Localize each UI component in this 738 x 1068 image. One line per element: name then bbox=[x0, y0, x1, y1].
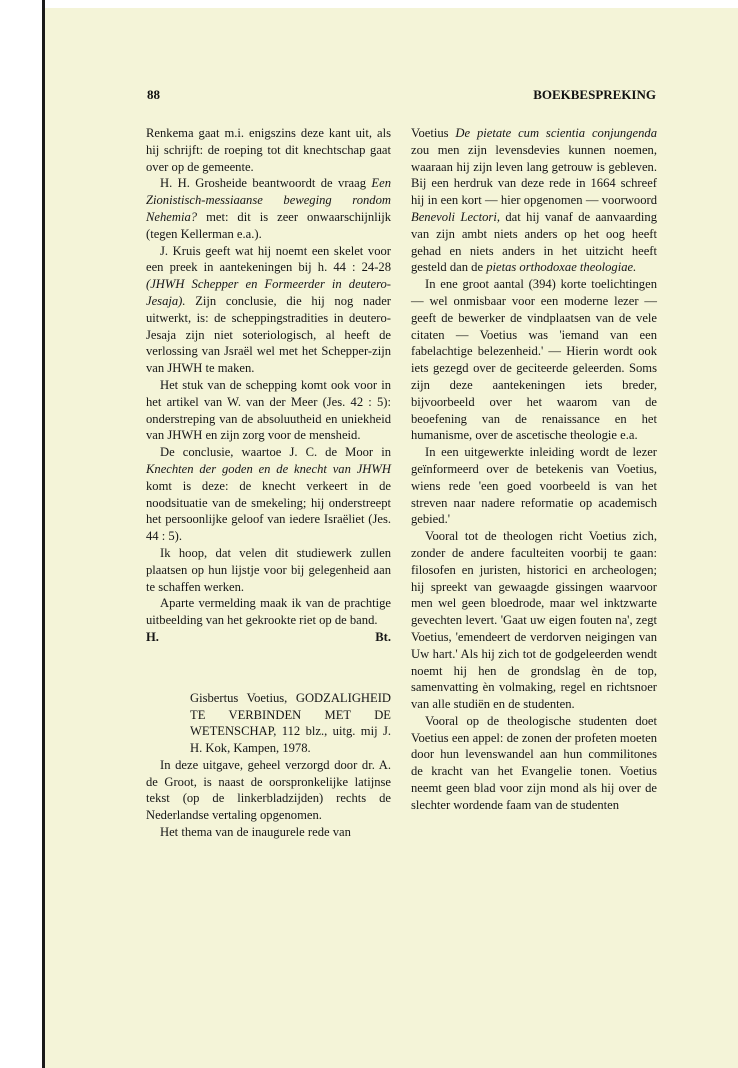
paragraph: Ik hoop, dat velen dit studiewerk zullen plaatsen op hun lijstje voor bij gelegenheid aan te schaffen werken. bbox=[146, 545, 391, 594]
paragraph: Het thema van de inaugurele rede van bbox=[160, 825, 351, 840]
paragraph: J. Kruis geeft wat hij noemt een skelet voor een preek in aantekeningen bij h. 44 : 24-28 (JHWH Schepper en Formeerder in deutero-Jesaja). Zijn conclusie, die hij nog nader uitwerkt, is: de scheppingstradities in deutero-Jesaja zijn niet soteriologisch, al heeft de verlossing van Jsraël wel met het Schepper-zijn van JHWH te maken. bbox=[146, 243, 391, 376]
paragraph: In deze uitgave, geheel verzorgd door dr. A. de Groot, is naast de oorspronkelijke latijnse tekst (op de linkerbladzijden) rechts de Nederlandse vertaling opgenomen. bbox=[146, 757, 391, 823]
paragraph: Het stuk van de schepping komt ook voor in het artikel van W. van der Meer (Jes. 42 : 5): onderstreping van de absoluutheid en uniekheid van JHWH en zijn zorg voor de mensheid. bbox=[146, 377, 391, 443]
scan-margin bbox=[0, 0, 44, 1068]
paragraph: In ene groot aantal (394) korte toelichtingen — wel onmisbaar voor een moderne lezer — geeft de bewerker de vindplaatsen van de vele citaten — Voetius was 'iemand van een fabelachtige belezenheid.' — Hierin wordt ook iets gezegd over de geciteerde geleerden. Soms zijn deze aantekeningen iets breder, bijvoorbeeld over het waarom van de beoefening van de renaissance en het humanisme, over de ascetische theologie e.a. bbox=[411, 277, 657, 443]
paragraph: Vooral op de theologische studenten doet Voetius een appel: de zonen der profeten moeten door hun levenswandel aan hun commilitones de kracht van het Evangelie tonen. Voetius neemt geen blad voor zijn mond als hij over de slechter wordende faam van de studenten bbox=[411, 713, 657, 812]
paragraph: Aparte vermelding maak ik van de prachtige uitbeelding van het gekrookte riet op de band. bbox=[146, 596, 391, 628]
signature-left: H. bbox=[146, 629, 159, 644]
paragraph: De conclusie, waartoe J. C. de Moor in Knechten der goden en de knecht van JHWH komt is deze: de knecht verkeert in de noodsituatie van de smekeling; hij onderstreept het persoonlijke geloof van iedere Israëliet (Jes. 44 : 5). bbox=[146, 445, 391, 544]
section-title: BOEKBESPREKING bbox=[533, 87, 656, 102]
scan-top-margin bbox=[42, 0, 738, 8]
paragraph: Voetius De pietate cum scientia conjungenda zou men zijn levensdevies kunnen noemen, waaraan hij zijn leven lang getrouw is gebleven. Bij een herdruk van deze rede in 1664 schreef hij in een kort — hier opgenomen — voorwoord Benevoli Lectori, dat hij vanaf de aanvaarding van zijn ambt niets anders op het oog heeft gehad en niets anders in het uitzicht heeft gesteld dan de pietas orthodoxae theologiae. bbox=[411, 126, 658, 275]
book-entry: Gisbertus Voetius, GODZALIGHEID TE VERBINDEN MET DE WETENSCHAP, 112 blz., uitg. mij J. H. Kok, Kampen, 1978. bbox=[190, 690, 391, 756]
signature-right: Bt. bbox=[375, 629, 391, 644]
paragraph: Renkema gaat m.i. enigszins deze kant uit, als hij schrijft: de roeping tot dit knechtschap gaat over op de gemeente. bbox=[146, 126, 391, 174]
scan-edge-line bbox=[42, 0, 45, 1068]
right-column bbox=[411, 125, 657, 814]
left-column bbox=[146, 125, 391, 841]
paragraph: In een uitgewerkte inleiding wordt de lezer geïnformeerd over de betekenis van Voetius, wiens rede 'een goed voorbeeld is van het streven naar nadere reformatie op academisch gebied.' bbox=[411, 445, 657, 527]
page-number: 88 bbox=[147, 87, 160, 102]
review-signature bbox=[146, 629, 391, 646]
paragraph: H. H. Grosheide beantwoordt de vraag Een Zionistisch-messiaanse beweging rondom Nehemia? met: dit is zeer onwaarschijnlijk (tegen Kellerman e.a.). bbox=[146, 176, 391, 241]
paragraph: Vooral tot de theologen richt Voetius zich, zonder de andere faculteiten voorbij te gaan: filosofen en juristen, historici en archeologen; hij spreekt van gewaagde gissingen waarvoor men wel geen bloedrode, maar wel inktzwarte gevechten levert. 'Gaat uw eigen fouten na', zegt Voetius, 'emendeert de verdorven neigingen van Uw hart.' Als hij zich tot de godgeleerden wendt noemt hij hen de grondslag èn de top, samenvatting èn volmaking, regel en richtsnoer van alle studiën en de studenten. bbox=[411, 529, 657, 712]
